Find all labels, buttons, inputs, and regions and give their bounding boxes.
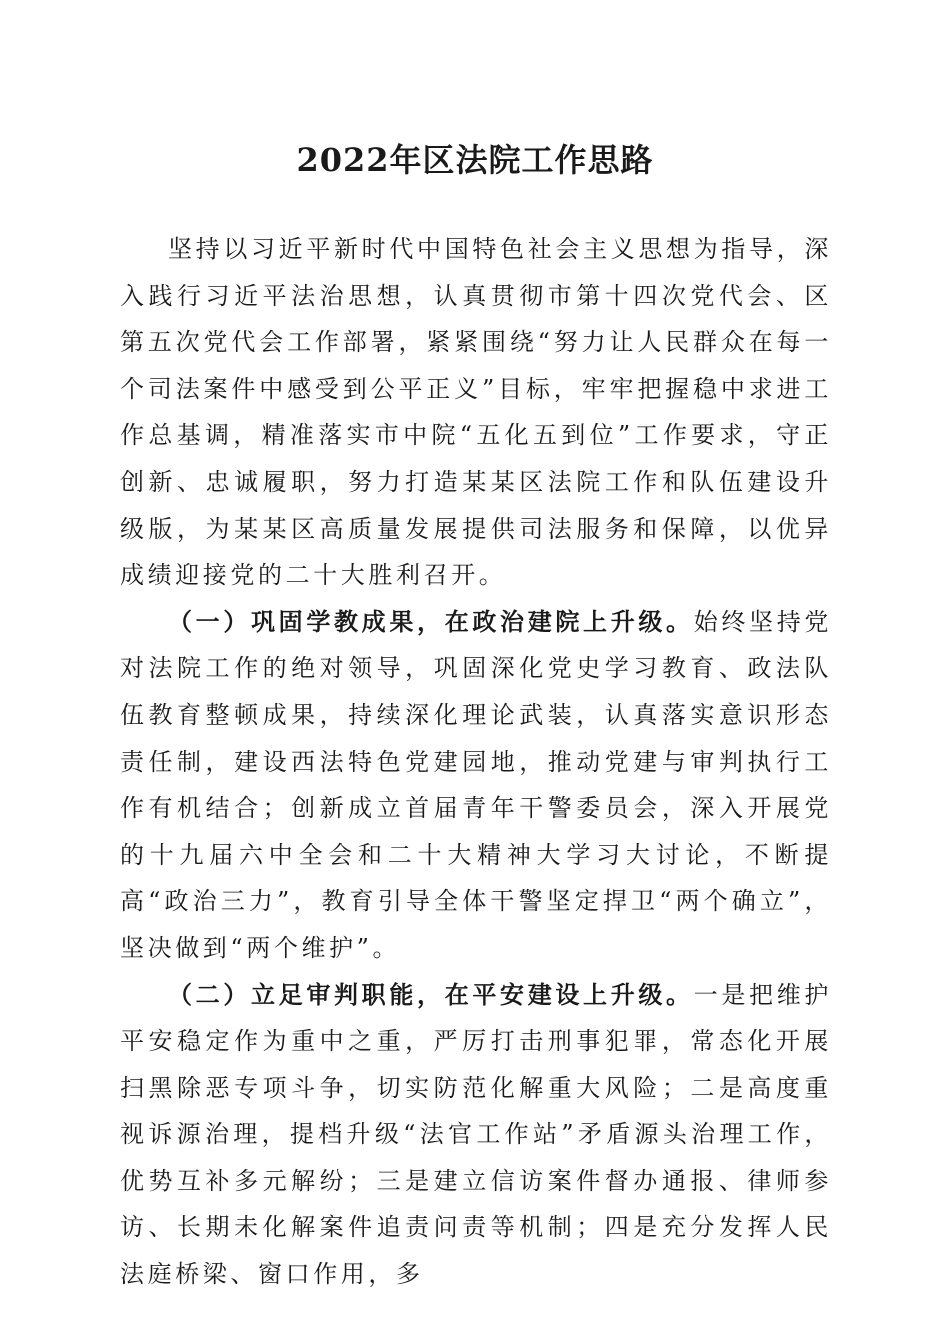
paragraph-lead: （一）巩固学教成果，在政治建院上升级。 [168, 606, 694, 636]
paragraph-text: 坚持以习近平新时代中国特色社会主义思想为指导，深入践行习近平法治思想，认真贯彻市第十四次党代会、区第五次党代会工作部署，紧紧围绕“努力让人民群众在每一个司法案件中感受到公平正义”目标，牢牢把握稳中求进工作总基调，精准落实市中院“五化五到位”工作要求，守正创新、忠诚履职，努力打造某某区法院工作和队伍建设升级版，为某某区高质量发展提供司法服务和保障，以优异成绩迎接党的二十大胜利召开。 [120, 235, 832, 590]
document-title: 2022年区法院工作思路 [296, 141, 654, 179]
document-body [120, 226, 832, 1298]
paragraph-section-2 [120, 972, 832, 1298]
paragraph-section-1 [120, 599, 832, 972]
paragraph-text: 始终坚持党对法院工作的绝对领导，巩固深化党史学习教育、政法队伍教育整顿成果，持续深化理论武装，认真落实意识形态责任制，建设西法特色党建园地，推动党建与审判执行工作有机结合；创新成立首届青年干警委员会，深入开展党的十九届六中全会和二十大精神大学习大讨论，不断提高“政治三力”，教育引导全体干警坚定捍卫“两个确立”，坚决做到“两个维护”。 [120, 607, 832, 962]
paragraph-lead: （二）立足审判职能，在平安建设上升级。 [168, 979, 694, 1009]
paragraph-intro [120, 226, 832, 599]
paragraph-text: 一是把维护平安稳定作为重中之重，严厉打击刑事犯罪，常态化开展扫黑除恶专项斗争，切实防范化解重大风险；二是高度重视诉源治理，提档升级“法官工作站”矛盾源头治理工作，优势互补多元解纷；三是建立信访案件督办通报、律师参访、长期未化解案件追责问责等机制；四是充分发挥人民法庭桥梁、窗口作用，多 [120, 980, 832, 1289]
